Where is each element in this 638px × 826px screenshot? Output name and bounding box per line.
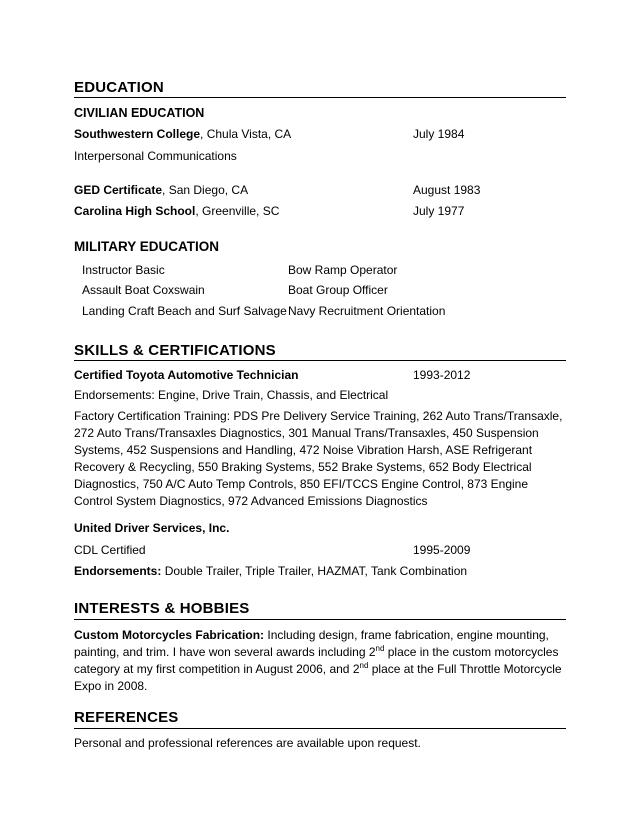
interests-rule: [74, 619, 566, 620]
military-course: Bow Ramp Operator: [288, 263, 398, 277]
ged-certificate-location: , San Diego, CA: [162, 183, 249, 197]
ged-certificate-name: GED Certificate: [74, 183, 163, 197]
references-heading: REFERENCES: [74, 709, 179, 726]
carolina-high-school-line: [74, 204, 279, 218]
cdl-date: 1995-2009: [413, 543, 471, 557]
cdl-certified: CDL Certified: [74, 543, 146, 557]
udc-endorsements: [74, 564, 467, 578]
education-heading: EDUCATION: [74, 79, 164, 96]
interests-sup-b: nd: [359, 660, 369, 670]
southwestern-college-program: Interpersonal Communications: [74, 149, 237, 163]
military-course: Navy Recruitment Orientation: [288, 304, 446, 318]
southwestern-college-location: , Chula Vista, CA: [200, 127, 292, 141]
education-rule: [74, 97, 566, 98]
southwestern-college-date: July 1984: [413, 127, 465, 141]
toyota-title: Certified Toyota Automotive Technician: [74, 368, 299, 382]
united-driver-services-title: United Driver Services, Inc.: [74, 521, 230, 535]
udc-endorsements-text: Double Trailer, Triple Trailer, HAZMAT, Tank Combination: [161, 564, 468, 578]
military-course: Landing Craft Beach and Surf Salvage: [82, 304, 287, 318]
southwestern-college-line: [74, 127, 291, 141]
southwestern-college-name: Southwestern College: [74, 127, 201, 141]
references-rule: [74, 728, 566, 729]
udc-endorsements-label: Endorsements:: [74, 564, 162, 578]
civilian-education-heading: CIVILIAN EDUCATION: [74, 106, 205, 120]
interests-heading: INTERESTS & HOBBIES: [74, 600, 250, 617]
military-education-heading: MILITARY EDUCATION: [74, 239, 219, 254]
skills-rule: [74, 360, 566, 361]
toyota-endorsements: [74, 388, 388, 402]
carolina-high-school-name: Carolina High School: [74, 204, 196, 218]
skills-heading: SKILLS & CERTIFICATIONS: [74, 342, 276, 359]
factory-certification-paragraph: Factory Certification Training: PDS Pre Delivery Service Training, 262 Auto Trans/Transaxle, 272 Auto Trans/Transaxles Diagnostics, 301 Manual Trans/Transaxles, 450 Suspension Systems, 452 Suspensions and Handling, 472 Noise Vibration Harsh, ASE Refrigerant Recovery & Recycling, 550 Braking Systems, 552 Brake Systems, 652 Body Electrical Diagnostics, 750 A/C Auto Temp Controls, 850 EFI/TCCS Engine Control, 873 Engine Control System Diagnostics, 972 Advanced Emissions Diagnostics: [74, 409, 563, 508]
interests-label: Custom Motorcycles Fabrication:: [74, 628, 265, 642]
carolina-high-school-location: , Greenville, SC: [195, 204, 280, 218]
ged-certificate-date: August 1983: [413, 183, 481, 197]
interests-text-c: place at the Full Throttle Motorcycle Expo in 2008.: [74, 661, 562, 693]
military-course: Boat Group Officer: [288, 283, 388, 297]
ged-certificate-line: [74, 183, 248, 197]
military-course: Instructor Basic: [82, 263, 165, 277]
interests-sup-a: nd: [375, 643, 385, 653]
toyota-date: 1993-2012: [413, 368, 471, 382]
toyota-endorsements-text: Engine, Drive Train, Chassis, and Electrical: [154, 388, 389, 402]
carolina-high-school-date: July 1977: [413, 204, 465, 218]
toyota-endorsements-label: Endorsements:: [74, 388, 155, 402]
interests-text-a: Including design, frame fabrication, engine mounting, painting, and trim. I have won several awards including 2: [74, 628, 549, 659]
interests-text-b: place in the custom motorcycles category at my first competition in August 2006, and 2: [74, 644, 559, 676]
references-text: Personal and professional references are available upon request.: [74, 736, 421, 750]
military-course: Assault Boat Coxswain: [82, 283, 205, 297]
interests-paragraph: [74, 627, 564, 695]
